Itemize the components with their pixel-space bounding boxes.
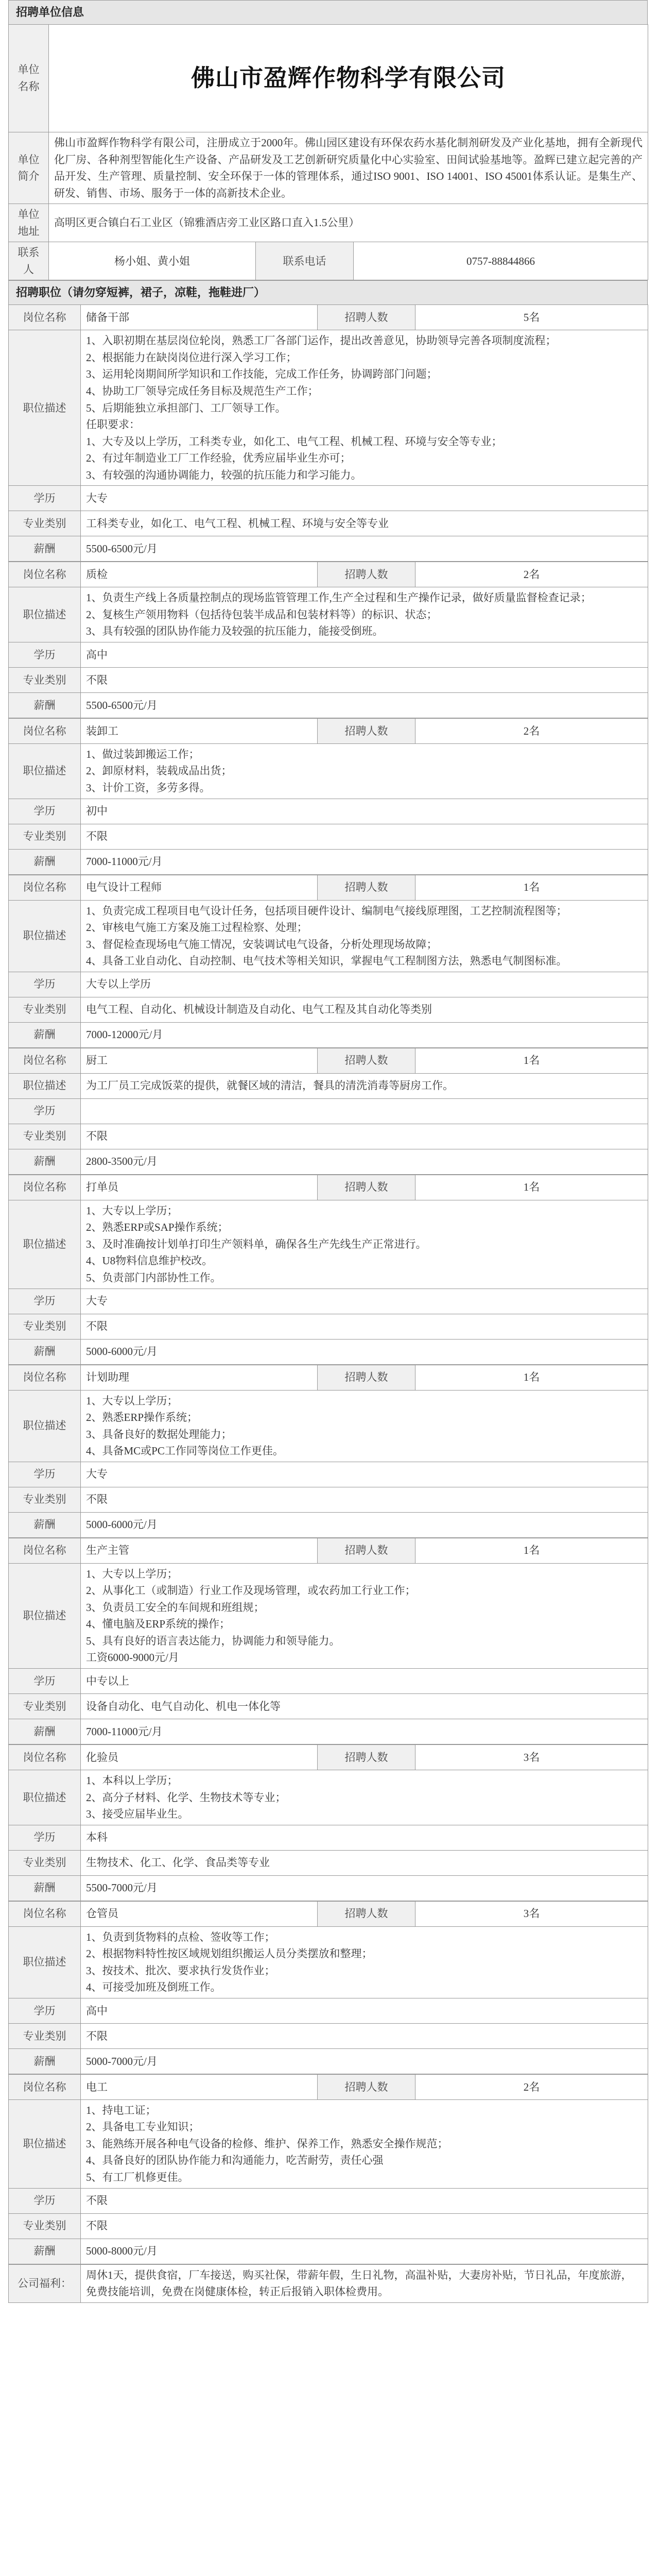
position-count: 1名 [415, 1538, 648, 1563]
count-label: 招聘人数 [318, 718, 415, 743]
position-label: 岗位名称 [9, 1901, 81, 1926]
desc-line: 2、从事化工（或制造）行业工作及现场管理，或农药加工行业工作； [86, 1584, 416, 1597]
position-label: 岗位名称 [9, 305, 81, 330]
desc-line: 1、大专及以上学历，工科类专业，如化工、电气工程、机械工程、环境与安全等专业； [86, 435, 502, 448]
desc-line: 任职要求： [86, 418, 140, 431]
desc-label: 职位描述 [9, 1770, 81, 1825]
position-name: 装卸工 [81, 718, 318, 743]
position-desc [81, 1200, 648, 1289]
company-name: 佛山市盈辉作物科学有限公司 [49, 25, 648, 132]
position-education: 高中 [81, 642, 648, 667]
job-table [8, 875, 648, 1048]
position-count: 1名 [415, 1048, 648, 1073]
welfare-table [8, 2264, 648, 2303]
major-label: 专业类别 [9, 2023, 81, 2048]
major-label: 专业类别 [9, 1487, 81, 1512]
education-label: 学历 [9, 486, 81, 511]
desc-line: 3、督促检查现场电气施工情况，安装调试电气设备，分析处理现场故障； [86, 938, 438, 951]
salary-label: 薪酬 [9, 849, 81, 874]
position-name: 仓管员 [81, 1901, 318, 1926]
job-table [8, 1048, 648, 1175]
position-name: 化验员 [81, 1744, 318, 1770]
desc-line: 3、计价工资，多劳多得。 [86, 782, 211, 794]
position-count: 5名 [415, 305, 648, 330]
position-count: 2名 [415, 562, 648, 587]
desc-line: 2、熟悉ERP或SAP操作系统； [86, 1221, 229, 1234]
desc-line: 5、具有良好的语言表达能力，协调能力和领导能力。 [86, 1634, 340, 1647]
education-label: 学历 [9, 642, 81, 667]
desc-label: 职位描述 [9, 1200, 81, 1289]
position-label: 岗位名称 [9, 1365, 81, 1390]
phone-label: 联系电话 [256, 242, 354, 280]
count-label: 招聘人数 [318, 1365, 415, 1390]
position-salary: 5000-6000元/月 [81, 1339, 648, 1364]
desc-line: 3、具有较强的团队协作能力及较强的抗压能力，能接受倒班。 [86, 625, 384, 638]
salary-label: 薪酬 [9, 692, 81, 718]
position-desc [81, 1390, 648, 1462]
desc-line: 3、运用轮岗期间所学知识和工作技能，完成工作任务，协调跨部门问题； [86, 368, 438, 381]
count-label: 招聘人数 [318, 562, 415, 587]
desc-line: 工资6000-9000元/月 [86, 1651, 179, 1664]
position-name: 电工 [81, 2074, 318, 2099]
position-count: 1名 [415, 1365, 648, 1390]
welfare-text: 周休1天，提供食宿，厂车接送，购买社保，带薪年假，生日礼物，高温补贴，大妻房补贴，节日礼品，年度旅游，免费技能培训，免费在岗健康体检，转正后报销入职体检费用。 [81, 2264, 648, 2302]
major-label: 专业类别 [9, 1124, 81, 1149]
major-label: 专业类别 [9, 1850, 81, 1875]
position-major: 不限 [81, 824, 648, 849]
desc-line: 2、审核电气施工方案及施工过程检察、处理； [86, 921, 308, 934]
position-desc [81, 2099, 648, 2188]
desc-line: 3、有较强的沟通协调能力，较强的抗压能力和学习能力。 [86, 468, 362, 481]
salary-label: 薪酬 [9, 1149, 81, 1174]
education-label: 学历 [9, 1462, 81, 1487]
position-education: 不限 [81, 2188, 648, 2213]
education-label: 学历 [9, 1289, 81, 1314]
desc-line: 3、能熟练开展各种电气设备的检修、维护、保养工作，熟悉安全操作规范； [86, 2137, 448, 2150]
position-name: 计划助理 [81, 1365, 318, 1390]
position-major: 不限 [81, 1314, 648, 1339]
position-desc [81, 587, 648, 642]
count-label: 招聘人数 [318, 305, 415, 330]
desc-line: 1、负责到货物料的点检、签收等工作； [86, 1930, 275, 1943]
desc-label: 职位描述 [9, 900, 81, 972]
position-count: 3名 [415, 1744, 648, 1770]
desc-line: 1、大专以上学历； [86, 1204, 178, 1217]
job-table [8, 562, 648, 718]
contact-value: 杨小姐、黄小姐 [49, 242, 256, 280]
desc-line: 1、持电工证； [86, 2104, 157, 2116]
position-major: 不限 [81, 1124, 648, 1149]
salary-label: 薪酬 [9, 1875, 81, 1901]
education-label: 学历 [9, 1998, 81, 2023]
phone-value: 0757-88844866 [354, 242, 648, 280]
major-label: 专业类别 [9, 667, 81, 692]
position-count: 1名 [415, 1175, 648, 1200]
position-label: 岗位名称 [9, 1175, 81, 1200]
position-name: 厨工 [81, 1048, 318, 1073]
desc-line: 为工厂员工完成饭菜的提供，就餐区域的清洁，餐具的清洗消毒等厨房工作。 [86, 1079, 454, 1092]
position-salary: 2800-3500元/月 [81, 1149, 648, 1174]
position-label: 岗位名称 [9, 1048, 81, 1073]
position-salary: 5000-7000元/月 [81, 2048, 648, 2074]
position-name: 电气设计工程师 [81, 875, 318, 900]
salary-label: 薪酬 [9, 1022, 81, 1047]
position-count: 2名 [415, 718, 648, 743]
position-desc [81, 1073, 648, 1098]
desc-line: 5、后期能独立承担部门、工厂领导工作。 [86, 401, 286, 414]
desc-line: 2、根据物料特性按区域规划组织搬运人员分类摆放和整理； [86, 1947, 373, 1960]
position-major: 电气工程、自动化、机械设计制造及自动化、电气工程及其自动化等类别 [81, 997, 648, 1022]
position-salary: 5000-6000元/月 [81, 1512, 648, 1537]
position-major: 设备自动化、电气自动化、机电一体化等 [81, 1693, 648, 1719]
position-education: 大专 [81, 1462, 648, 1487]
count-label: 招聘人数 [318, 1538, 415, 1563]
company-info-section-title: 招聘单位信息 [8, 0, 648, 24]
contact-label: 联系人 [9, 242, 49, 280]
count-label: 招聘人数 [318, 1175, 415, 1200]
position-major: 工科类专业，如化工、电气工程、机械工程、环境与安全等专业 [81, 511, 648, 536]
education-label: 学历 [9, 1825, 81, 1850]
desc-line: 2、高分子材料、化学、生物技术等专业； [86, 1791, 286, 1804]
salary-label: 薪酬 [9, 2048, 81, 2074]
position-name: 生产主管 [81, 1538, 318, 1563]
position-major: 不限 [81, 667, 648, 692]
position-label: 岗位名称 [9, 1744, 81, 1770]
position-count: 1名 [415, 875, 648, 900]
major-label: 专业类别 [9, 1314, 81, 1339]
desc-line: 1、做过装卸搬运工作； [86, 748, 200, 760]
position-desc [81, 743, 648, 799]
desc-line: 3、负责员工安全的车间规和班组规； [86, 1601, 265, 1614]
position-education [81, 1098, 648, 1124]
desc-line: 3、按技术、批次、要求执行发货作业； [86, 1964, 275, 1977]
desc-label: 职位描述 [9, 587, 81, 642]
position-desc [81, 1926, 648, 1998]
position-salary: 5500-7000元/月 [81, 1875, 648, 1901]
desc-label: 职位描述 [9, 2099, 81, 2188]
position-education: 中专以上 [81, 1668, 648, 1693]
job-table [8, 1175, 648, 1365]
desc-label: 职位描述 [9, 743, 81, 799]
position-desc [81, 1563, 648, 1668]
position-desc [81, 1770, 648, 1825]
positions-section-title: 招聘职位（请勿穿短裤，裙子，凉鞋，拖鞋进厂） [8, 280, 648, 304]
position-label: 岗位名称 [9, 1538, 81, 1563]
desc-label: 职位描述 [9, 1563, 81, 1668]
position-count: 2名 [415, 2074, 648, 2099]
count-label: 招聘人数 [318, 2074, 415, 2099]
position-salary: 5500-6500元/月 [81, 692, 648, 718]
position-label: 岗位名称 [9, 875, 81, 900]
desc-line: 4、具备MC或PC工作同等岗位工作更佳。 [86, 1445, 284, 1458]
position-name: 打单员 [81, 1175, 318, 1200]
position-desc [81, 900, 648, 972]
position-salary: 7000-12000元/月 [81, 1022, 648, 1047]
desc-line: 4、具备工业自动化、自动控制、电气技术等相关知识，掌握电气工程制图方法，熟悉电气制图标准。 [86, 955, 567, 968]
desc-line: 2、根据能力在缺岗岗位进行深入学习工作； [86, 351, 297, 364]
desc-line: 3、接受应届毕业生。 [86, 1808, 189, 1821]
company-info-table [8, 24, 648, 280]
position-name: 储备干部 [81, 305, 318, 330]
desc-line: 1、负责生产线上各质量控制点的现场监管管理工作,生产全过程和生产操作记录，做好质量监督检查记录； [86, 591, 592, 604]
position-salary: 5500-6500元/月 [81, 536, 648, 562]
desc-line: 4、协助工厂领导完成任务目标及规范生产工作； [86, 385, 319, 398]
position-name: 质检 [81, 562, 318, 587]
company-intro-label: 单位简介 [9, 132, 49, 204]
position-education: 大专 [81, 486, 648, 511]
desc-line: 4、具备良好的团队协作能力和沟通能力，吃苦耐劳，责任心强 [86, 2154, 384, 2167]
education-label: 学历 [9, 1098, 81, 1124]
job-table [8, 304, 648, 562]
company-intro: 佛山市盈辉作物科学有限公司，注册成立于2000年。佛山园区建设有环保农药水基化制剂研发及产业化基地，拥有全新现代化厂房、各种剂型智能化生产设备、产品研发及工艺创新研究质量化中心实验室、田间试验基地等。盈辉已建立起完善的产品开发、生产管理、质量控制、安全环保于一体的管理体系，通过ISO 9001、ISO 14001、ISO 45001体系认证。是集生产、研发、销售、市场、服务于一体的高新技术企业。 [49, 132, 648, 204]
position-education: 高中 [81, 1998, 648, 2023]
major-label: 专业类别 [9, 2213, 81, 2239]
salary-label: 薪酬 [9, 1512, 81, 1537]
position-salary: 5000-8000元/月 [81, 2239, 648, 2264]
desc-line: 2、卸原材料，装载成品出货； [86, 765, 232, 777]
count-label: 招聘人数 [318, 1901, 415, 1926]
position-education: 本科 [81, 1825, 648, 1850]
position-salary: 7000-11000元/月 [81, 1719, 648, 1744]
welfare-label: 公司福利： [9, 2264, 81, 2302]
desc-line: 2、具备电工专业知识； [86, 2121, 200, 2133]
desc-line: 3、具备良好的数据处理能力； [86, 1428, 232, 1440]
desc-line: 3、及时准确按计划单打印生产领料单，确保各生产先线生产正常进行。 [86, 1238, 427, 1250]
position-label: 岗位名称 [9, 562, 81, 587]
desc-label: 职位描述 [9, 330, 81, 486]
position-salary: 7000-11000元/月 [81, 849, 648, 874]
major-label: 专业类别 [9, 824, 81, 849]
count-label: 招聘人数 [318, 1048, 415, 1073]
desc-line: 4、U8物料信息维护校改。 [86, 1255, 213, 1267]
position-desc [81, 330, 648, 486]
jobs-container [8, 304, 648, 2264]
salary-label: 薪酬 [9, 536, 81, 562]
company-address: 高明区更合镇白石工业区（锦雅酒店旁工业区路口直入1.5公里） [49, 204, 648, 242]
desc-label: 职位描述 [9, 1073, 81, 1098]
position-major: 不限 [81, 2023, 648, 2048]
company-address-label: 单位地址 [9, 204, 49, 242]
position-major: 不限 [81, 1487, 648, 1512]
desc-line: 1、大专以上学历； [86, 1394, 178, 1407]
desc-line: 1、负责完成工程项目电气设计任务，包括项目硬件设计、编制电气接线原理图，工艺控制流程图等； [86, 904, 567, 917]
job-table [8, 1538, 648, 1744]
position-major: 不限 [81, 2213, 648, 2239]
job-table [8, 1901, 648, 2074]
education-label: 学历 [9, 799, 81, 824]
position-major: 生物技术、化工、化学、食品类等专业 [81, 1850, 648, 1875]
position-education: 大专 [81, 1289, 648, 1314]
count-label: 招聘人数 [318, 1744, 415, 1770]
major-label: 专业类别 [9, 997, 81, 1022]
education-label: 学历 [9, 1668, 81, 1693]
count-label: 招聘人数 [318, 875, 415, 900]
job-table [8, 2074, 648, 2264]
job-table [8, 718, 648, 875]
major-label: 专业类别 [9, 511, 81, 536]
salary-label: 薪酬 [9, 1719, 81, 1744]
position-label: 岗位名称 [9, 2074, 81, 2099]
job-table [8, 1365, 648, 1538]
desc-line: 1、本科以上学历； [86, 1774, 178, 1787]
position-count: 3名 [415, 1901, 648, 1926]
position-label: 岗位名称 [9, 718, 81, 743]
desc-label: 职位描述 [9, 1390, 81, 1462]
education-label: 学历 [9, 2188, 81, 2213]
desc-line: 1、大专以上学历； [86, 1567, 178, 1580]
education-label: 学历 [9, 972, 81, 997]
desc-line: 1、入职初期在基层岗位轮岗，熟悉工厂各部门运作，提出改善意见，协助领导完善各项制度流程； [86, 334, 557, 347]
desc-line: 2、有过年制造业工厂工作经验，优秀应届毕业生亦可； [86, 452, 351, 465]
desc-line: 4、可接受加班及倒班工作。 [86, 1981, 221, 1994]
desc-line: 4、懂电脑及ERP系统的操作； [86, 1618, 231, 1631]
position-education: 大专以上学历 [81, 972, 648, 997]
company-name-label: 单位名称 [9, 25, 49, 132]
desc-label: 职位描述 [9, 1926, 81, 1998]
desc-line: 5、负责部门内部协性工作。 [86, 1271, 221, 1284]
major-label: 专业类别 [9, 1693, 81, 1719]
salary-label: 薪酬 [9, 2239, 81, 2264]
desc-line: 5、有工厂机修更佳。 [86, 2171, 189, 2183]
salary-label: 薪酬 [9, 1339, 81, 1364]
desc-line: 2、复核生产领用物料（包括待包装半成品和包装材料等）的标识、状态； [86, 608, 438, 621]
desc-line: 2、熟悉ERP操作系统； [86, 1411, 198, 1424]
position-education: 初中 [81, 799, 648, 824]
job-table [8, 1744, 648, 1901]
